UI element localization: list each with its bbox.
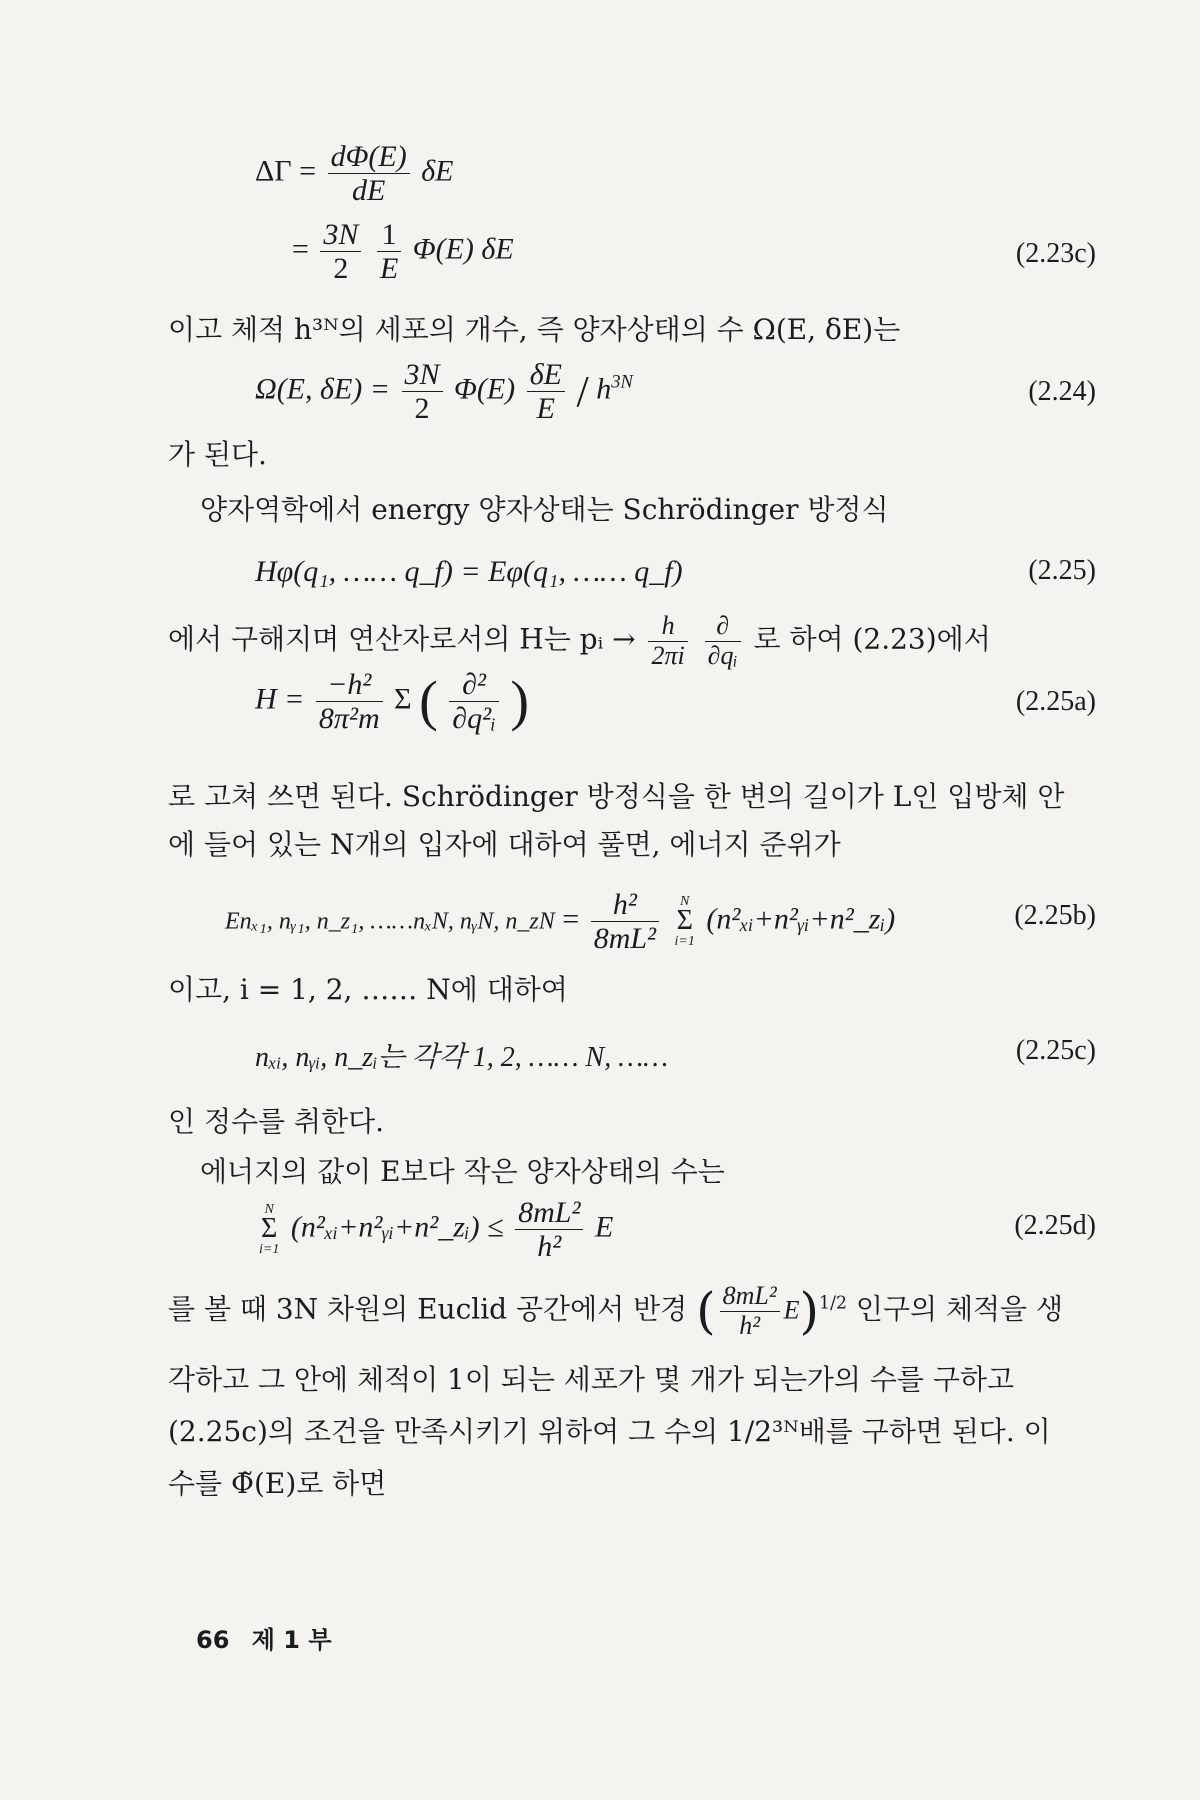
paragraph-5-line-1: 로 고쳐 쓰면 된다. Schrödinger 방정식을 한 변의 길이가 L인 입방체 안 [168,780,1065,813]
eq-2-25c: nₓᵢ, nᵧᵢ, n_zᵢ는 각각 1, 2, …… N, …… [255,1042,669,1073]
paragraph-2: 가 된다. [168,438,267,471]
eq-fraction [320,218,361,285]
page-number: 66 [196,1626,230,1654]
sigma-symbol: Σ [676,905,693,937]
page-footer [196,1620,332,1655]
summation [259,1203,279,1256]
eq-numerator: 8mL² [720,1282,780,1312]
eq-denominator: ∂qᵢ [707,640,738,670]
eq-denominator: ∂q²ᵢ [452,702,496,735]
partial-fraction [705,612,741,670]
eq-equals: = [562,902,580,936]
eq-lhs: ΔΓ = [255,154,317,188]
eq-number-2-25a: (2.25a) [1015,686,1096,717]
eq-2-25d [255,1196,613,1263]
eq-tail: (n²ₓᵢ+n²ᵧᵢ+n²_zᵢ) [706,902,896,936]
eq-tail: Φ(E) δE [412,232,514,266]
paragraph-9-start: 를 볼 때 3N 차원의 Euclid 공간에서 반경 [168,1292,688,1326]
eq-tail: E [594,1210,614,1244]
eq-number-2-25b: (2.25b) [1014,900,1096,931]
paragraph-4-end: 로 하여 (2.23)에서 [753,622,991,656]
eq-denominator: 8π²m [318,702,380,735]
paragraph-4 [168,612,991,670]
eq-2-24 [255,358,633,425]
paragraph-11: (2.25c)의 조건을 만족시키기 위하여 그 수의 1/2³ᴺ배를 구하면 된다. 이 [168,1415,1051,1448]
eq-2-23c-line1 [255,140,454,207]
eq-numerator: h [648,612,687,642]
eq-2-25a [255,668,529,735]
eq-equals: = [292,232,309,266]
eq-denominator: E [379,252,399,285]
eq-fraction [328,140,410,207]
eq-fraction [316,668,383,735]
paragraph-6: 이고, i = 1, 2, …… N에 대하여 [168,973,568,1006]
paragraph-10: 각하고 그 안에 체적이 1이 되는 세포가 몇 개가 되는가의 수를 구하고 [168,1363,1015,1396]
eq-2-25b [225,888,895,955]
paragraph-9 [168,1282,1063,1340]
eq-lhs: Enₓ₁, nᵧ₁, n_z₁, ……nₓN, nᵧN, n_zN [225,908,555,935]
paragraph-3: 양자역학에서 energy 양자상태는 Schrödinger 방정식 [200,493,889,526]
eq-fraction [377,218,401,285]
eq-tail: δE [421,154,454,188]
sum-lower-limit: i=1 [259,1241,280,1257]
radius-fraction [720,1282,780,1340]
eq-h: h [596,372,612,406]
section-label: 제 1 부 [251,1626,332,1654]
eq-denominator: dE [351,174,386,207]
eq-lhs: H = [255,682,305,716]
right-paren: ) [799,1282,820,1341]
eq-lhs: Ω(E, δE) = [255,372,391,406]
sum-upper-limit: N [680,893,690,909]
eq-fraction [515,1196,583,1263]
left-paren: ( [419,670,438,733]
eq-h-superscript: 3N [611,371,633,393]
sum-lower-limit: i=1 [674,933,695,949]
paragraph-4-start: 에서 구해지며 연산자로서의 H는 pᵢ → [168,622,636,656]
eq-numerator: h² [591,888,659,922]
eq-mid: (n²ₓᵢ+n²ᵧᵢ+n²_zᵢ) ≤ [290,1210,504,1244]
right-paren: ) [510,670,529,733]
eq-denominator: 2πi [651,640,685,670]
eq-number-2-24: (2.24) [1028,376,1096,407]
eq-number-2-25c: (2.25c) [1015,1035,1096,1066]
eq-numerator: 1 [377,218,401,252]
sum-upper-limit: N [264,1201,274,1217]
eq-fraction [591,888,659,955]
eq-denominator: h² [739,1310,761,1340]
paragraph-7: 인 정수를 취한다. [168,1105,385,1138]
paragraph-1: 이고 체적 h³ᴺ의 세포의 개수, 즉 양자상태의 수 Ω(E, δE)는 [168,313,901,346]
eq-denominator: E [536,392,555,425]
eq-slash: / [576,367,589,416]
eq-fraction [402,358,443,425]
eq-denominator: 8mL² [593,922,657,955]
radius-E: E [783,1295,800,1325]
eq-denominator: 2 [414,392,430,425]
eq-number-2-25: (2.25) [1028,555,1096,586]
eq-numerator: ∂ [705,612,741,642]
eq-fraction [527,358,565,425]
left-paren: ( [696,1282,716,1341]
sigma-symbol: Σ [261,1213,278,1245]
eq-numerator: dΦ(E) [328,140,410,174]
summation [675,895,695,948]
eq-numerator: 3N [320,218,361,252]
sigma-symbol: Σ [394,682,412,716]
eq-number-2-25d: (2.25d) [1014,1210,1096,1241]
eq-number-2-23c: (2.23c) [1015,238,1096,269]
paragraph-9-end: 인구의 체적을 생 [855,1292,1064,1326]
eq-2-23c-line2 [292,218,514,285]
eq-denominator: 2 [333,252,349,285]
paragraph-5-line-2: 에 들어 있는 N개의 입자에 대하여 풀면, 에너지 준위가 [168,828,841,861]
eq-numerator: ∂² [449,668,499,702]
eq-numerator: δE [527,358,565,392]
h-over-2pii-fraction [648,612,687,670]
eq-numerator: −h² [316,668,383,702]
eq-numerator: 3N [402,358,443,392]
paragraph-8: 에너지의 값이 E보다 작은 양자상태의 수는 [200,1155,725,1188]
eq-numerator: 8mL² [515,1196,583,1230]
eq-fraction [449,668,499,735]
exponent-half: 1/2 [819,1293,847,1314]
eq-mid: Φ(E) [454,372,516,406]
eq-2-25: Hφ(q₁, …… q_f) = Eφ(q₁, …… q_f) [255,555,683,588]
eq-denominator: h² [537,1230,562,1263]
paragraph-12: 수를 Φ̃(E)로 하면 [168,1467,387,1500]
